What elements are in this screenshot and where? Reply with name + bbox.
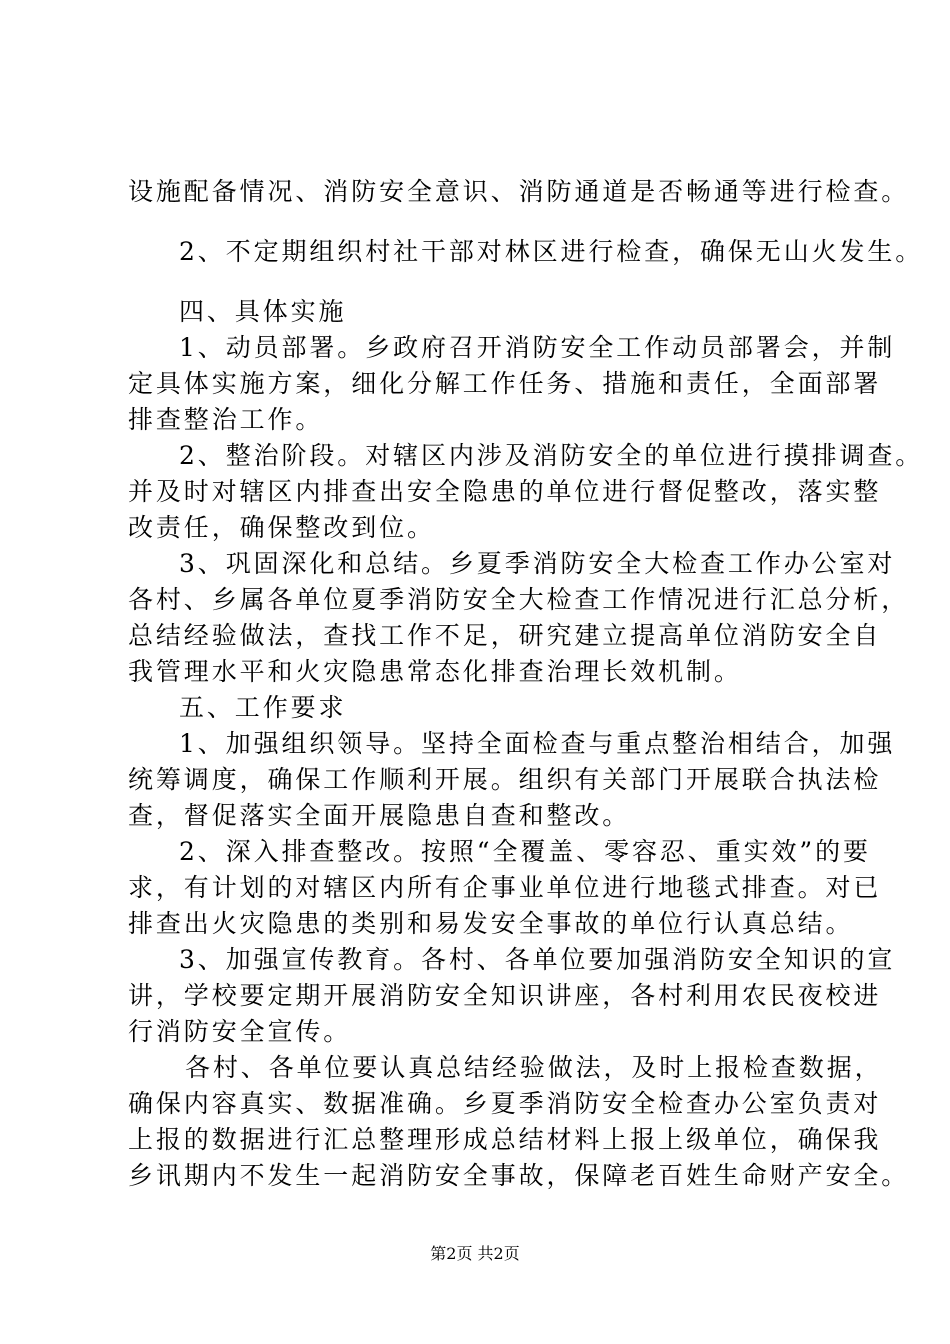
body-text-line: 定具体实施方案，细化分解工作任务、措施和责任，全面部署	[128, 369, 882, 398]
body-text-line: 并及时对辖区内排查出安全隐患的单位进行督促整改，落实整	[128, 477, 882, 506]
body-text-line: 3、加强宣传教育。各村、各单位要加强消防安全知识的宣	[179, 945, 896, 974]
body-text-line: 3、巩固深化和总结。乡夏季消防安全大检查工作办公室对	[179, 549, 896, 578]
body-text-line: 求，有计划的对辖区内所有企事业单位进行地毯式排查。对已	[128, 873, 882, 902]
body-text-line: 总结经验做法，查找工作不足，研究建立提高单位消防安全自	[128, 621, 882, 650]
body-text-line: 1、加强组织领导。坚持全面检查与重点整治相结合，加强	[179, 729, 896, 758]
body-text-line: 设施配备情况、消防安全意识、消防通道是否畅通等进行检查。	[128, 177, 910, 206]
body-text-line: 乡讯期内不发生一起消防安全事故，保障老百姓生命财产安全。	[128, 1161, 910, 1190]
section-heading: 四、具体实施	[179, 297, 347, 326]
page-number-footer: 第2页 共2页	[430, 1244, 520, 1263]
body-text-line: 查，督促落实全面开展隐患自查和整改。	[128, 801, 631, 830]
body-text-line: 改责任，确保整改到位。	[128, 513, 435, 542]
section-heading: 五、工作要求	[179, 693, 347, 722]
body-text-line: 确保内容真实、数据准确。乡夏季消防安全检查办公室负责对	[128, 1089, 882, 1118]
body-text-line: 统筹调度，确保工作顺利开展。组织有关部门开展联合执法检	[128, 765, 882, 794]
body-text-line: 2、不定期组织村社干部对林区进行检查，确保无山火发生。	[179, 237, 924, 266]
body-text-line: 2、整治阶段。对辖区内涉及消防安全的单位进行摸排调查。	[179, 441, 924, 470]
body-text-line: 排查整治工作。	[128, 405, 324, 434]
body-text-line: 各村、各单位要认真总结经验做法，及时上报检查数据，	[185, 1053, 883, 1082]
body-text-line: 2、深入排查整改。按照“全覆盖、零容忍、重实效”的要	[179, 837, 871, 866]
body-text-line: 讲，学校要定期开展消防安全知识讲座，各村利用农民夜校进	[128, 981, 882, 1010]
body-text-line: 行消防安全宣传。	[128, 1017, 352, 1046]
body-text-line: 各村、乡属各单位夏季消防安全大检查工作情况进行汇总分析，	[128, 585, 910, 614]
body-text-line: 上报的数据进行汇总整理形成总结材料上报上级单位，确保我	[128, 1125, 882, 1154]
body-text-line: 排查出火灾隐患的类别和易发安全事故的单位行认真总结。	[128, 909, 854, 938]
body-text-line: 1、动员部署。乡政府召开消防安全工作动员部署会，并制	[179, 333, 896, 362]
body-text-line: 我管理水平和火灾隐患常态化排查治理长效机制。	[128, 657, 742, 686]
